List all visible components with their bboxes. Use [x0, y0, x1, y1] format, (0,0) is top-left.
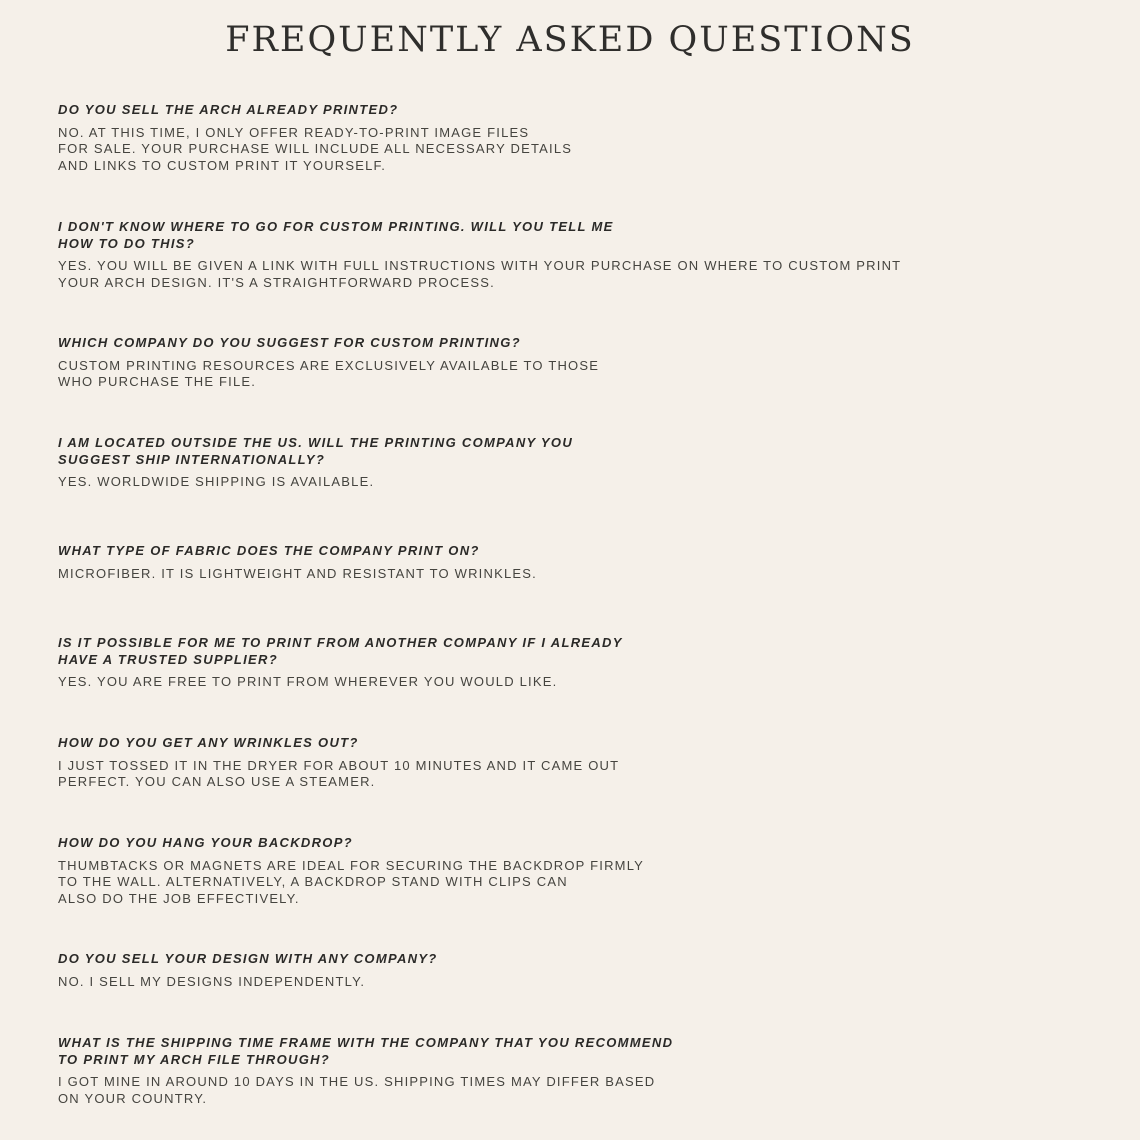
faq-answer-5: MICROFIBER. IT IS LIGHTWEIGHT AND RESISTANT TO WRINKLES.: [58, 565, 537, 581]
faq-answer-10: I GOT MINE IN AROUND 10 DAYS IN THE US. SHIPPING TIMES MAY DIFFER BASED ON YOUR COUNTRY.: [58, 1074, 656, 1106]
faq-question-9: DO YOU SELL YOUR DESIGN WITH ANY COMPANY?: [58, 951, 438, 966]
faq-question-4: I AM LOCATED OUTSIDE THE US. WILL THE PRINTING COMPANY YOU SUGGEST SHIP INTERNATIONALLY?: [58, 435, 574, 467]
faq-item-6: [58, 635, 958, 691]
faq-item-10: [58, 1035, 958, 1107]
faq-question-1: DO YOU SELL THE ARCH ALREADY PRINTED?: [58, 102, 399, 117]
page-title: FREQUENTLY ASKED QUESTIONS: [225, 20, 915, 60]
faq-answer-8: THUMBTACKS OR MAGNETS ARE IDEAL FOR SECURING THE BACKDROP FIRMLY TO THE WALL. ALTERNATIVELY, A BACKDROP STAND WITH CLIPS CAN ALSO DO THE JOB EFFECTIVELY.: [58, 857, 645, 906]
faq-item-4: [58, 435, 958, 491]
faq-answer-3: CUSTOM PRINTING RESOURCES ARE EXCLUSIVELY AVAILABLE TO THOSE WHO PURCHASE THE FILE.: [58, 357, 600, 389]
faq-question-6: IS IT POSSIBLE FOR ME TO PRINT FROM ANOTHER COMPANY IF I ALREADY HAVE A TRUSTED SUPPLIER?: [58, 635, 623, 667]
faq-item-1: [58, 102, 958, 174]
faq-question-7: HOW DO YOU GET ANY WRINKLES OUT?: [58, 735, 359, 750]
faq-answer-4: YES. WORLDWIDE SHIPPING IS AVAILABLE.: [58, 474, 375, 489]
faq-question-10: WHAT IS THE SHIPPING TIME FRAME WITH THE COMPANY THAT YOU RECOMMEND TO PRINT MY ARCH FILE THROUGH?: [58, 1035, 674, 1067]
faq-answer-7: I JUST TOSSED IT IN THE DRYER FOR ABOUT 10 MINUTES AND IT CAME OUT PERFECT. YOU CAN ALSO USE A STEAMER.: [58, 757, 620, 789]
faq-item-5: [58, 543, 958, 582]
faq-answer-1: NO. AT THIS TIME, I ONLY OFFER READY-TO-PRINT IMAGE FILES FOR SALE. YOUR PURCHASE WILL INCLUDE ALL NECESSARY DETAILS AND LINKS TO CUSTOM PRINT IT YOURSELF.: [58, 124, 573, 173]
faq-item-8: [58, 835, 958, 907]
faq-question-8: HOW DO YOU HANG YOUR BACKDROP?: [58, 835, 353, 850]
faq-item-2: [58, 219, 958, 291]
faq-question-2: I DON'T KNOW WHERE TO GO FOR CUSTOM PRINTING. WILL YOU TELL ME HOW TO DO THIS?: [58, 219, 614, 251]
faq-answer-9: NO. I SELL MY DESIGNS INDEPENDENTLY.: [58, 973, 366, 989]
faq-item-3: [58, 335, 958, 391]
faq-answer-2: YES. YOU WILL BE GIVEN A LINK WITH FULL INSTRUCTIONS WITH YOUR PURCHASE ON WHERE TO CUSTOM PRINT YOUR ARCH DESIGN. IT'S A STRAIGHTFORWARD PROCESS.: [58, 258, 902, 290]
faq-answer-6: YES. YOU ARE FREE TO PRINT FROM WHEREVER YOU WOULD LIKE.: [58, 674, 558, 689]
faq-question-5: WHAT TYPE OF FABRIC DOES THE COMPANY PRINT ON?: [58, 543, 480, 558]
faq-question-3: WHICH COMPANY DO YOU SUGGEST FOR CUSTOM PRINTING?: [58, 335, 521, 350]
faq-item-7: [58, 735, 958, 791]
faq-item-9: [58, 951, 958, 990]
